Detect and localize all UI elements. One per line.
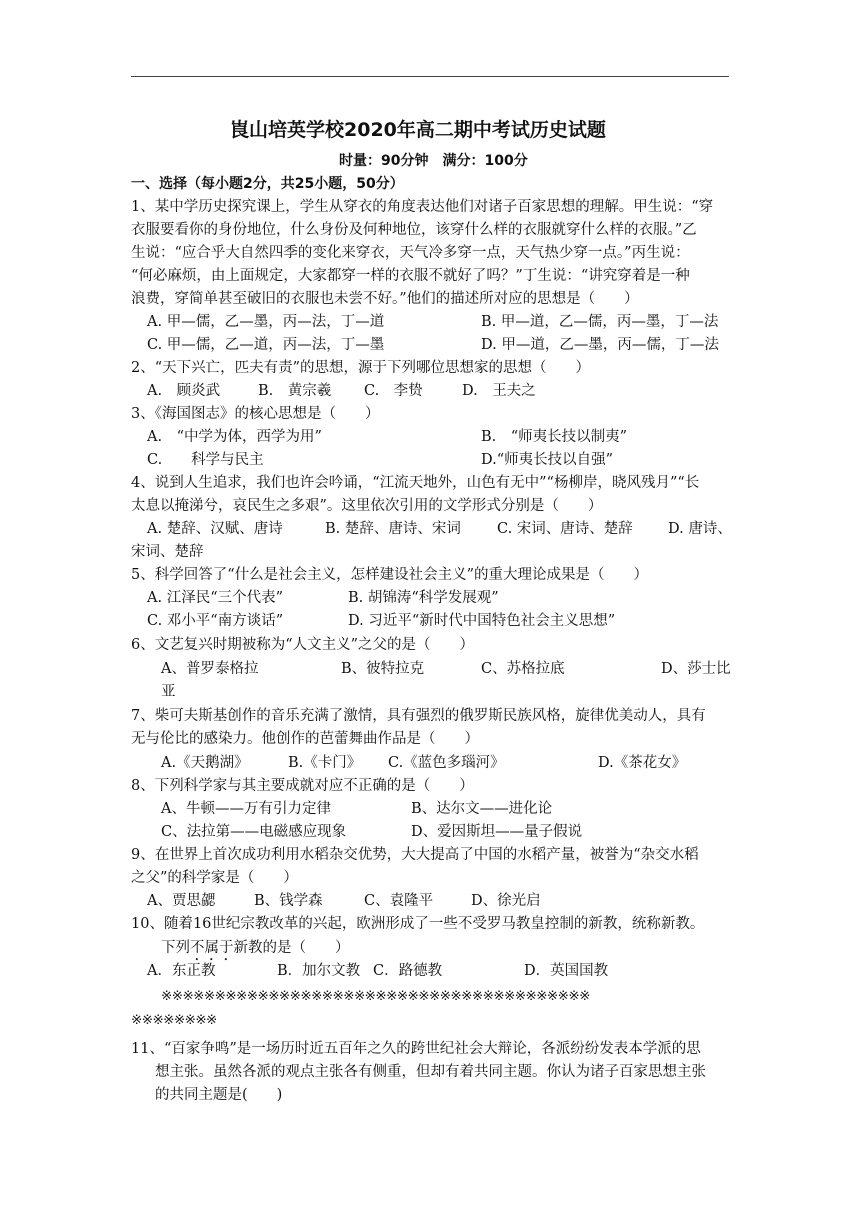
question-text: 1、某中学历史探究课上，学生从穿衣的角度表达他们对诸子百家思想的理解。甲生说：“穿	[131, 199, 714, 215]
question-text: 11、“百家争鸣”是一场历时近五百年之久的跨世纪社会大辩论，各派纷纷发表本学派的思	[131, 1041, 701, 1057]
option-d[interactable]: D. 王夫之	[462, 383, 536, 399]
option-d[interactable]: D、爱因斯坦——量子假说	[411, 824, 583, 840]
question-text: 浪费，穿简单甚至破旧的衣服也未尝不好。”他们的描述所对应的思想是（ ）	[131, 291, 639, 307]
option-d-wrap: 宋词、楚辞	[131, 544, 204, 560]
option-b[interactable]: B.《卡门》	[288, 755, 362, 771]
option-b[interactable]: B. “师夷长技以制夷”	[481, 429, 628, 445]
option-c[interactable]: C. 邓小平“南方谈话”	[147, 613, 284, 629]
option-c[interactable]: C. 宋词、唐诗、楚辞	[497, 521, 633, 537]
header-rule	[131, 76, 729, 77]
option-c[interactable]: C. 科学与民主	[147, 452, 264, 468]
question-text: 9、在世界上首次成功利用水稻杂交优势，大大提高了中国的水稻产量，被誉为“杂交水稻	[131, 847, 699, 863]
exam-meta: 时量：90分钟 满分：100分	[339, 153, 528, 169]
page-title: 崀山培英学校2020年高二期中考试历史试题	[230, 119, 606, 141]
option-a[interactable]: A、贾思勰	[147, 893, 216, 909]
question-text: 之父”的科学家是（ ）	[131, 870, 298, 886]
option-a[interactable]: A、牛顿——万有引力定律	[161, 801, 331, 817]
question-text: 10、随着16世纪宗教改革的兴起，欧洲形成了一些不受罗马教皇控制的新教，统称新教。	[131, 916, 705, 932]
option-a[interactable]: A. “中学为体，西学为用”	[147, 429, 322, 445]
option-b[interactable]: B、达尔文——进化论	[411, 801, 553, 817]
section-heading: 一、选择（每小题2分，共25小题，50分）	[131, 176, 404, 192]
option-c[interactable]: C、法拉第——电磁感应现象	[161, 824, 347, 840]
question-text: 的共同主题是( )	[155, 1087, 283, 1103]
option-d-wrap: 亚	[161, 684, 176, 700]
option-a[interactable]: A. 楚辞、汉赋、唐诗	[147, 521, 283, 537]
star-divider-wrap: ※※※※※※※※	[131, 1013, 217, 1028]
option-b[interactable]: B．加尔文教	[277, 963, 361, 979]
option-d[interactable]: D.《茶花女》	[598, 755, 687, 771]
question-text: 8、下列科学家与其主要成就对应不正确的是（ ）	[131, 778, 474, 794]
star-divider: ※※※※※※※※※※※※※※※※※※※※※※※※※※※※※※※※※※※※※※※※	[161, 989, 590, 1004]
option-c[interactable]: C．路德教	[373, 963, 443, 979]
option-a[interactable]: A、普罗泰格拉	[161, 661, 259, 677]
option-b[interactable]: B. 黄宗羲	[258, 383, 332, 399]
question-text: 生说：“应合乎大自然四季的变化来穿衣，天气冷多穿一点，天气热少穿一点。”丙生说：	[131, 245, 690, 261]
option-b[interactable]: B. 胡锦涛“科学发展观”	[348, 590, 499, 606]
option-b[interactable]: B、钱学森	[254, 893, 323, 909]
option-b[interactable]: B、彼特拉克	[341, 661, 425, 677]
option-d[interactable]: D.“师夷长技以自强”	[481, 452, 614, 468]
option-b[interactable]: B. 楚辞、唐诗、宋词	[325, 521, 461, 537]
question-text: 6、文艺复兴时期被称为“人文主义”之父的是（ ）	[131, 637, 475, 653]
option-d[interactable]: D. 习近平“新时代中国特色社会主义思想”	[348, 613, 616, 629]
question-text: 4、说到人生追求，我们也许会吟诵，“江流天地外，山色有无中”“杨柳岸，晓风残月”“长	[131, 475, 700, 491]
option-c[interactable]: C、袁隆平	[364, 893, 434, 909]
option-a[interactable]: A.《天鹅湖》	[161, 755, 249, 771]
question-text: 3、《海国图志》的核心思想是（ ）	[131, 406, 380, 422]
option-c[interactable]: C. 李贽	[364, 383, 423, 399]
option-c[interactable]: C. 甲—儒，乙—道，丙—法，丁—墨	[147, 337, 385, 353]
question-text: 7、柴可夫斯基创作的音乐充满了激情，具有强烈的俄罗斯民族风格，旋律优美动人，具有	[131, 708, 706, 724]
option-d[interactable]: D．英国国教	[524, 963, 609, 979]
option-d[interactable]: D. 甲—道，乙—墨，丙—儒，丁—法	[481, 337, 719, 353]
question-text: 2、“天下兴亡，匹夫有责”的思想，源于下列哪位思想家的思想（ ）	[131, 360, 591, 376]
question-text: 5、科学回答了“什么是社会主义，怎样建设社会主义”的重大理论成果是（ ）	[131, 567, 649, 583]
option-a[interactable]: A. 甲—儒，乙—墨，丙—法，丁—道	[147, 314, 385, 330]
option-a[interactable]: A. 顾炎武	[147, 383, 221, 399]
option-d[interactable]: D. 唐诗、	[668, 521, 732, 537]
question-text-post: 新教的是（ ）	[233, 940, 350, 956]
question-text: 太息以掩涕兮，哀民生之多艰”。这里依次引用的文学形式分别是（ ）	[131, 498, 603, 514]
option-a[interactable]: A．东正教	[147, 963, 216, 979]
emphasis-not-belong: 不属于	[190, 940, 234, 956]
option-d[interactable]: D、莎士比	[661, 661, 731, 677]
option-c[interactable]: C.《蓝色多瑙河》	[388, 755, 505, 771]
question-text: “何必麻烦，由上面规定，大家都穿一样的衣服不就好了吗？”丁生说：“讲究穿着是一种	[131, 268, 690, 284]
option-a[interactable]: A. 江泽民“三个代表”	[147, 590, 284, 606]
option-b[interactable]: B. 甲—道，乙—儒，丙—墨，丁—法	[481, 314, 719, 330]
question-text: 想主张。虽然各派的观点主张各有侧重，但却有着共同主题。你认为诸子百家思想主张	[155, 1064, 706, 1080]
option-c[interactable]: C、苏格拉底	[481, 661, 565, 677]
question-text: 衣服要看你的身份地位，什么身份及何种地位，该穿什么样的衣服就穿什么样的衣服。”乙	[131, 222, 697, 238]
question-text-pre: 下列	[161, 940, 190, 956]
option-d[interactable]: D、徐光启	[471, 893, 541, 909]
question-text: 无与伦比的感染力。他创作的芭蕾舞曲作品是（ ）	[131, 731, 479, 747]
